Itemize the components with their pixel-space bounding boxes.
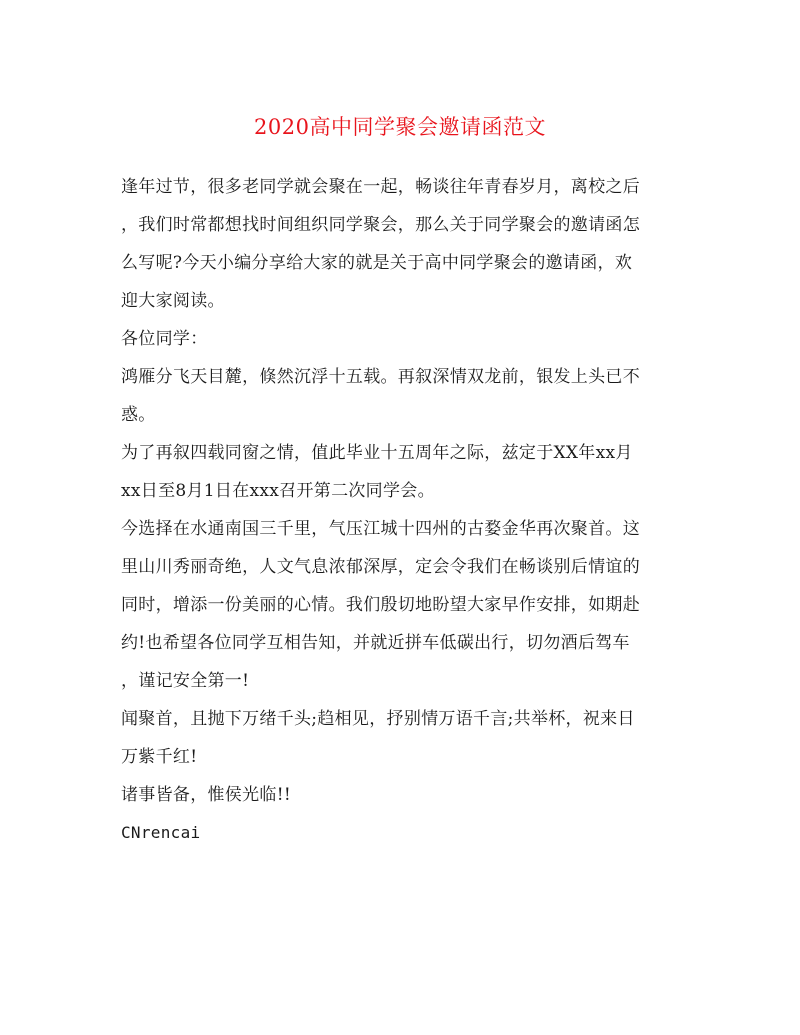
document-body bbox=[121, 168, 681, 852]
text-line-12: 同时，增添一份美丽的心情。我们殷切地盼望大家早作安排，如期赴 bbox=[121, 595, 640, 615]
text-line-1: 逢年过节，很多老同学就会聚在一起，畅谈往年青春岁月，离校之后 bbox=[121, 177, 640, 197]
text-line-6: 鸿雁分飞天目麓，倏然沉浮十五载。再叙深情双龙前，银发上头已不 bbox=[121, 367, 640, 387]
salutation: 各位同学： bbox=[121, 329, 208, 349]
signature: CNrencai bbox=[121, 823, 201, 842]
text-line-15: 闻聚首，且抛下万绪千头;趋相见，抒别情万语千言;共举杯，祝来日 bbox=[121, 709, 635, 729]
text-line-11: 里山川秀丽奇绝，人文气息浓郁深厚，定会令我们在畅谈别后情谊的 bbox=[121, 557, 640, 577]
text-line-9: xx日至8月1日在xxx召开第二次同学会。 bbox=[121, 481, 435, 501]
text-line-3: 么写呢?今天小编分享给大家的就是关于高中同学聚会的邀请函，欢 bbox=[121, 253, 633, 273]
document-title: 2020高中同学聚会邀请函范文 bbox=[254, 115, 546, 139]
text-line-14: ，谨记安全第一! bbox=[121, 671, 250, 691]
text-line-13: 约!也希望各位同学互相告知，并就近拼车低碳出行，切勿酒后驾车 bbox=[121, 633, 630, 653]
text-line-7: 惑。 bbox=[121, 405, 156, 425]
text-line-16: 万紫千红! bbox=[121, 747, 198, 767]
text-line-10: 今选择在水通南国三千里，气压江城十四州的古婺金华再次聚首。这 bbox=[121, 519, 640, 539]
text-line-8: 为了再叙四载同窗之情，值此毕业十五周年之际，兹定于XX年xx月 bbox=[121, 443, 633, 463]
closing-line: 诸事皆备，惟侯光临!! bbox=[121, 785, 291, 805]
text-line-2: ，我们时常都想找时间组织同学聚会，那么关于同学聚会的邀请函怎 bbox=[121, 215, 640, 235]
text-line-4: 迎大家阅读。 bbox=[121, 291, 225, 311]
